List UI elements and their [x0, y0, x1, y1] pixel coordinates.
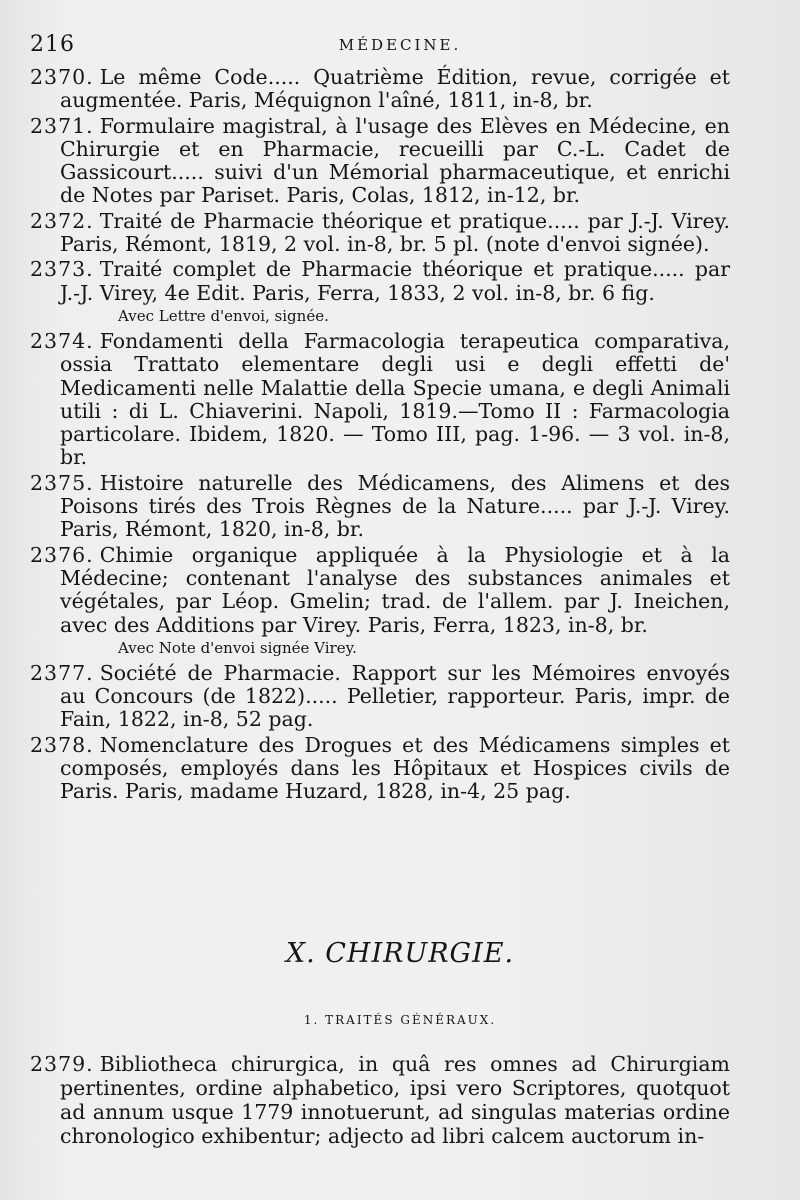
entries-list	[30, 66, 730, 806]
page-number: 216	[30, 32, 75, 57]
entry-number: 2371.	[30, 113, 94, 138]
subsection-title: 1. TRAITÉS GÉNÉRAUX.	[303, 1013, 497, 1027]
catalog-entry	[30, 734, 730, 804]
catalog-entry	[30, 544, 730, 637]
catalog-entry	[30, 472, 730, 542]
catalog-entry	[30, 258, 730, 305]
entry-text: Chimie organique appliquée à la Physiologie et à la Médecine; contenant l'analyse des substances animales et végétales, par Léop. Gmelin; trad. de l'allem. par J. Ineichen, avec des Additions par Virey. Paris, Ferra, 1823, in-8, br.	[60, 542, 730, 637]
section-title: X. CHIRURGIE.	[285, 938, 515, 969]
entry-number: 2370.	[30, 65, 94, 89]
entry-text: Traité de Pharmacie théorique et pratique..... par J.-J. Virey. Paris, Rémont, 1819, 2 vol. in-8, br. 5 pl. (note d'envoi signée).	[60, 208, 730, 257]
catalog-entry	[30, 1052, 730, 1148]
entry-number: 2375.	[30, 470, 94, 495]
entry-number: 2379.	[30, 1052, 94, 1076]
entry-text: Le même Code..... Quatrième Édition, revue, corrigée et augmentée. Paris, Méquignon l'aîné, 1811, in-8, br.	[60, 65, 730, 113]
entry-text: Histoire naturelle des Médicamens, des Alimens et des Poisons tirés des Trois Règnes de la Nature..... par J.-J. Virey. Paris, Rémont, 1820, in-8, br.	[60, 470, 730, 542]
entry-text: Fondamenti della Farmacologia terapeutica comparativa, ossia Trattato elementare degli usi e degli effetti de' Medicamenti nelle Malattie della Specie umana, e degli Animali utili : di L. Chiaverini. Napoli, 1819.—Tomo II : Farmacologia particolare. Ibidem, 1820. — Tomo III, pag. 1-96. — 3 vol. in-8, br.	[60, 328, 730, 470]
entry-note: Avec Note d'envoi signée Virey.	[118, 638, 357, 657]
entry-text: Bibliotheca chirurgica, in quâ res omnes ad Chirurgiam pertinentes, ordine alphabetico, ipsi vero Scriptores, quotquot ad annum usque 1779 innotuerunt, ad singulas materias ordine chronologico exhibentur; adjecto ad libri calcem auctorum in-	[60, 1052, 730, 1148]
entry-number: 2372.	[30, 208, 94, 233]
catalog-entry	[30, 115, 730, 208]
catalog-entry	[30, 66, 730, 113]
catalog-entry	[30, 662, 730, 732]
entry-number: 2378.	[30, 732, 94, 757]
entry-number: 2376.	[30, 542, 94, 567]
entry-text: Traité complet de Pharmacie théorique et pratique..... par J.-J. Virey, 4e Edit. Paris, Ferra, 1833, 2 vol. in-8, br. 6 fig.	[60, 257, 730, 305]
catalog-entry	[30, 210, 730, 257]
running-head: MÉDECINE.	[338, 36, 462, 54]
entry-number: 2373.	[30, 257, 94, 282]
entry-number: 2374.	[30, 328, 94, 353]
entry-text: Nomenclature des Drogues et des Médicamens simples et composés, employés dans les Hôpitaux et Hospices civils de Paris. Paris, madame Huzard, 1828, in-4, 25 pag.	[60, 732, 730, 804]
entries-list-after	[30, 1052, 730, 1150]
catalog-entry	[30, 330, 730, 470]
entry-text: Formulaire magistral, à l'usage des Elèves en Médecine, en Chirurgie et en Pharmacie, recueilli par C.-L. Cadet de Gassicourt..... suivi d'un Mémorial pharmaceutique, et enrichi de Notes par Pariset. Paris, Colas, 1812, in-12, br.	[60, 113, 730, 208]
entry-text: Société de Pharmacie. Rapport sur les Mémoires envoyés au Concours (de 1822)..... Pelletier, rapporteur. Paris, impr. de Fain, 1822, in-8, 52 pag.	[60, 660, 730, 732]
entry-note: Avec Lettre d'envoi, signée.	[118, 306, 329, 325]
entry-number: 2377.	[30, 660, 94, 685]
